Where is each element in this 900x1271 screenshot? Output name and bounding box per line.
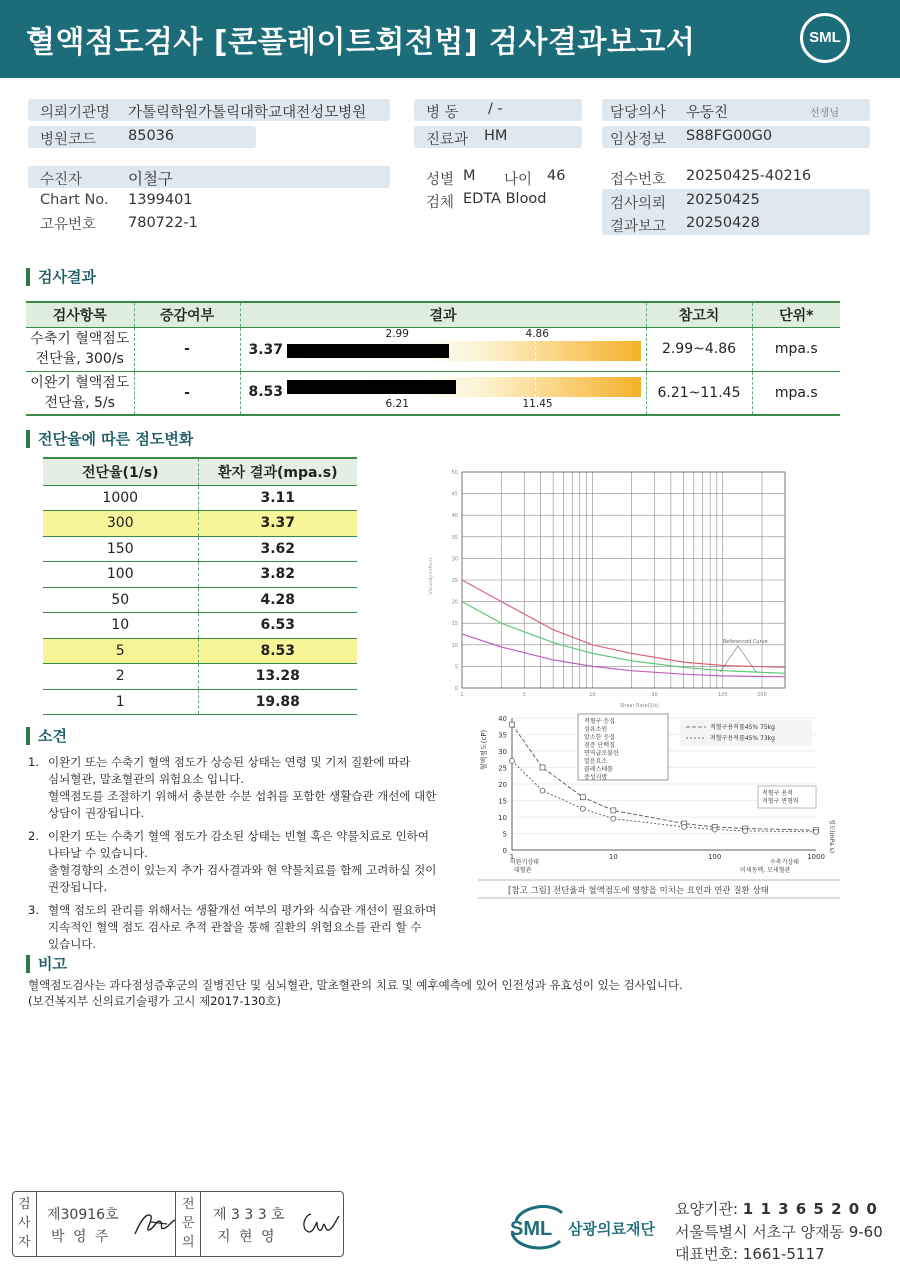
chart2-xtick: 100 <box>707 853 722 861</box>
shear-value-cell: 6.53 <box>198 613 357 639</box>
chart2-point <box>611 808 616 813</box>
opinion-number: 2. <box>28 829 39 843</box>
reference-range-bar <box>287 377 641 397</box>
shear-rate-cell: 5 <box>43 638 198 664</box>
svg-text:SML: SML <box>510 1218 553 1240</box>
shear-value-cell: 4.28 <box>198 587 357 613</box>
result-reference: 2.99~4.86 <box>646 327 752 371</box>
opinion-line: 있습니다. <box>48 937 97 951</box>
result-item-name: 이완기 혈액점도 <box>30 374 130 391</box>
chart2-xtick: 1 <box>509 853 515 861</box>
chart2-annot-left2: 대혈관 <box>514 867 532 874</box>
sex-value: M <box>463 168 476 184</box>
expert-label-cell <box>175 1192 201 1256</box>
chart2-factor: 콜레스테롤 <box>584 766 613 773</box>
result-value: 3.37 <box>248 341 284 358</box>
footer-phone <box>675 1243 825 1264</box>
chart1-ytick: 40 <box>451 513 458 520</box>
ref-high-label: 4.86 <box>525 327 549 340</box>
chart1-ytick: 10 <box>451 642 458 649</box>
institution-value: 가톨릭학원가톨릭대학교대전성모병원 <box>128 105 367 121</box>
result-item <box>26 327 134 371</box>
chart1-xtick: 10 <box>589 692 596 698</box>
table-row <box>26 327 840 371</box>
table-row <box>26 371 840 415</box>
opinion-line: 심뇌혈관, 말초혈관의 위험요소 입니다. <box>48 772 245 786</box>
opinion-item <box>28 902 458 953</box>
request-value: 20250425 <box>686 192 760 208</box>
chart2-factor: 섬유소원 <box>584 726 608 733</box>
chart1-ytick: 5 <box>454 664 458 671</box>
opinion-line: 지속적인 혈액 점도 검사로 추적 관찰을 통해 질환의 위험요소를 관리 할 수 <box>48 920 422 934</box>
receipt-label: 접수번호 <box>610 172 667 188</box>
result-value: 8.53 <box>248 383 284 400</box>
tester-signature-icon <box>131 1208 177 1238</box>
report-header <box>0 0 900 78</box>
chart2-right-label: 점도(mPa.s) <box>828 818 835 854</box>
result-unit: mpa.s <box>752 327 840 371</box>
chart2-ytick: 30 <box>498 748 507 756</box>
chart1-ylabel: Viscosity(mPa.s) <box>429 557 434 595</box>
specimen-label: 검체 <box>426 195 455 211</box>
footer-phone-label: 대표번호: <box>675 1245 739 1263</box>
table-row <box>43 485 357 511</box>
section-viscosity-title: 전단율에 따른 점도변화 <box>26 430 193 448</box>
footer-phone-value: 1661-5117 <box>742 1245 825 1263</box>
chart1-xtick: 3 <box>522 692 526 698</box>
opinion-line: 혈액점도를 조절하기 위해서 충분한 수분 섭취를 포함한 생활습관 개선에 대한 <box>48 789 437 803</box>
shear-rate-table <box>43 457 357 715</box>
chart2-factor: 얼음요소 <box>584 758 608 765</box>
shear-value-cell: 8.53 <box>198 638 357 664</box>
chart2-factor: 적혈구 변형력 <box>762 798 799 805</box>
result-bar-cell <box>240 327 646 371</box>
results-header-result: 결과 <box>240 302 646 327</box>
ref-high-marker <box>535 377 536 397</box>
chart1-series-middle <box>462 602 785 674</box>
chart2-point <box>682 824 687 829</box>
chart2-factor: 중성지방 <box>584 774 608 781</box>
result-bar-cell <box>240 371 646 415</box>
shear-value-cell: 3.11 <box>198 485 357 511</box>
table-row <box>43 587 357 613</box>
shear-header-value: 환자 결과(mpa.s) <box>198 458 357 485</box>
dept-value: HM <box>484 128 508 144</box>
result-item-shear: 전단율, 300/s <box>35 351 124 367</box>
results-header-unit: 단위* <box>752 302 840 327</box>
shear-header-rate: 전단율(1/s) <box>43 458 198 485</box>
report-title: 혈액점도검사 [콘플레이트회전법] 검사결과보고서 <box>26 25 696 60</box>
table-row <box>43 689 357 715</box>
result-value-bar <box>287 380 457 394</box>
reference-range-bar <box>287 341 641 361</box>
chart2-legend-label: 적혈구용적률45% 73kg <box>710 735 775 742</box>
footer-code-value: 1 1 3 6 5 2 0 0 <box>742 1200 878 1218</box>
hospital-code-value: 85036 <box>128 128 175 144</box>
chart2-xtick: 1000 <box>807 853 825 861</box>
chart2-ytick: 25 <box>498 764 507 773</box>
request-label: 검사의뢰 <box>610 196 667 212</box>
chart2-factor: 적혈구 용적 <box>762 790 793 797</box>
tester-label: 검 사 자 <box>18 1197 31 1250</box>
chart1-xtick: 30 <box>651 692 658 698</box>
result-unit: mpa.s <box>752 371 840 415</box>
chart2-caption: [참고 그림] 전단율과 혈액점도에 영향을 미치는 요인과 연관 질환 상태 <box>508 886 769 896</box>
expert-signature-icon <box>297 1208 341 1240</box>
result-reference: 6.21~11.45 <box>646 371 752 415</box>
shear-rate-cell: 2 <box>43 664 198 690</box>
chart1-xtick: 1 <box>460 692 464 698</box>
sml-logo: SML <box>800 13 850 63</box>
chart1-xlabel: Shear Rate(1/s) <box>620 703 659 709</box>
sex-label: 성별 <box>426 172 455 188</box>
ref-high-marker <box>535 341 536 361</box>
shear-rate-cell: 150 <box>43 536 198 562</box>
chart2-point <box>814 829 819 834</box>
chart2-annot-right: 수축기상태 <box>770 859 799 866</box>
factors-chart <box>478 710 840 902</box>
chart2-ytick: 10 <box>498 814 507 822</box>
chart2-annot-right2: 미세동맥, 모세혈관 <box>740 867 791 874</box>
chart1-ytick: 0 <box>454 686 458 692</box>
result-item-shear: 전단율, 5/s <box>44 394 115 411</box>
opinion-item <box>28 754 458 822</box>
tester-number: 제30916호 <box>47 1207 119 1223</box>
section-remarks-title: 비고 <box>26 955 67 973</box>
chart2-point <box>611 816 616 821</box>
unique-label: 고유번호 <box>40 217 97 233</box>
opinion-line: 혈액 점도의 관리를 위해서는 생활개선 여부의 평가와 식습관 개선이 필요하며 <box>48 903 437 917</box>
chart2-point <box>743 828 748 833</box>
shear-rate-cell: 300 <box>43 511 198 537</box>
result-value-bar <box>287 344 450 358</box>
chart2-point <box>510 722 515 727</box>
expert-label: 전 문 의 <box>182 1197 195 1250</box>
ref-low-label: 6.21 <box>385 397 409 410</box>
shear-rate-cell: 50 <box>43 587 198 613</box>
patient-value: 이철구 <box>128 170 173 188</box>
chart1-ytick: 30 <box>451 556 458 563</box>
table-row <box>43 613 357 639</box>
clinical-value: S88FG00G0 <box>686 128 773 144</box>
shear-value-cell: 19.88 <box>198 689 357 715</box>
chart2-legend-label: 적혈구용적률45% 75kg <box>710 724 775 731</box>
chart2-factor: 면역글로불린 <box>584 750 619 757</box>
ward-label: 병 동 <box>426 105 459 121</box>
table-row <box>43 664 357 690</box>
chart1-ytick: 20 <box>451 599 458 606</box>
result-change: - <box>134 371 240 415</box>
shear-rate-cell: 1000 <box>43 485 198 511</box>
chart2-point <box>540 765 545 770</box>
viscosity-reference-chart <box>420 464 800 714</box>
shear-value-cell: 3.82 <box>198 562 357 588</box>
chart2-ytick: 40 <box>498 715 507 723</box>
ward-value: / - <box>488 101 503 117</box>
result-item <box>26 371 134 415</box>
opinion-line: 이완기 또는 수축기 혈액 점도가 감소된 상태는 빈혈 혹은 약물치료로 인하여 <box>48 829 429 843</box>
unique-value: 780722-1 <box>128 215 198 231</box>
age-label: 나이 <box>504 172 533 188</box>
signature-box <box>12 1191 344 1257</box>
chart2-ytick: 35 <box>498 731 507 740</box>
remarks-line1: 혈액점도검사는 과다점성증후군의 질병진단 및 심뇌혈관, 말초혈관의 치료 및 예후예측에 있어 인전성과 유효성이 있는 검사입니다. <box>28 978 683 992</box>
result-item-name: 수축기 혈액점도 <box>30 331 130 347</box>
expert-name: 지 현 영 <box>217 1229 277 1245</box>
doctor-suffix: 선생님 <box>810 108 839 119</box>
shear-value-cell: 3.62 <box>198 536 357 562</box>
chart2-point <box>580 795 585 800</box>
sml-foundation-logo-icon <box>510 1199 660 1255</box>
results-header-change: 증감여부 <box>134 302 240 327</box>
doctor-value: 우동진 <box>686 105 729 121</box>
shear-rate-cell: 10 <box>43 613 198 639</box>
institution-label: 의뢰기관명 <box>40 105 111 121</box>
remarks-text <box>28 977 878 1009</box>
chart1-annotation-triangle <box>720 646 756 672</box>
table-row <box>43 511 357 537</box>
chart-label: Chart No. <box>40 192 109 208</box>
table-row <box>43 536 357 562</box>
section-results-title: 검사결과 <box>26 268 96 286</box>
svg-text:삼광의료재단: 삼광의료재단 <box>568 1220 655 1238</box>
report-value: 20250428 <box>686 215 760 231</box>
chart1-ytick: 45 <box>451 491 458 498</box>
footer-code-label: 요양기관: <box>675 1200 739 1218</box>
tester-label-cell <box>13 1192 37 1256</box>
table-row <box>43 562 357 588</box>
chart2-ytick: 0 <box>502 847 507 855</box>
chart-value: 1399401 <box>128 192 193 208</box>
chart2-annot-left: 이완기상태 <box>510 859 539 866</box>
shear-rate-cell: 100 <box>43 562 198 588</box>
result-change: - <box>134 327 240 371</box>
chart2-point <box>510 758 515 763</box>
chart2-factor: 적혈구 응집 <box>584 718 615 725</box>
chart1-ytick: 35 <box>451 534 458 541</box>
opinion-line: 권장됩니다. <box>48 880 108 894</box>
section-opinion-title: 소견 <box>26 727 67 745</box>
chart1-series-upper <box>462 580 785 667</box>
footer-code <box>675 1198 878 1219</box>
chart1-xtick: 100 <box>718 692 728 698</box>
table-row <box>43 638 357 664</box>
ref-high-label: 11.45 <box>522 397 553 410</box>
chart2-factor: 점증 단백질 <box>584 742 615 749</box>
chart2-ytick: 20 <box>498 781 507 789</box>
ref-low-label: 2.99 <box>385 327 409 340</box>
remarks-line2: (보건복지부 신의료기술평가 고시 제2017-130호) <box>28 994 282 1008</box>
chart1-ytick: 25 <box>451 578 458 584</box>
chart2-point <box>712 827 717 832</box>
report-label: 결과보고 <box>610 219 667 235</box>
results-header-item: 검사항목 <box>26 302 134 327</box>
chart2-ylabel: 혈액점도(cP) <box>480 729 488 771</box>
tester-name: 박 영 주 <box>51 1229 111 1245</box>
opinion-list <box>28 754 458 959</box>
shear-value-cell: 3.37 <box>198 511 357 537</box>
opinion-item <box>28 828 458 896</box>
chart2-xtick: 10 <box>608 853 618 861</box>
results-table <box>26 301 840 416</box>
receipt-value: 20250425-40216 <box>686 168 812 184</box>
clinical-label: 임상정보 <box>610 132 667 148</box>
chart2-ytick: 5 <box>502 830 507 839</box>
chart2-point <box>540 788 545 793</box>
opinion-line: 나타날 수 있습니다. <box>48 846 148 860</box>
results-header-reference: 참고치 <box>646 302 752 327</box>
doctor-label: 담당의사 <box>610 105 667 121</box>
chart1-ytick: 50 <box>451 470 458 476</box>
patient-label: 수진자 <box>40 172 83 188</box>
expert-number: 제 3 3 3 호 <box>213 1207 285 1223</box>
age-value: 46 <box>547 168 566 184</box>
chart2-point <box>580 806 585 811</box>
chart1-xtick: 200 <box>757 692 767 698</box>
chart1-ytick: 15 <box>451 621 458 628</box>
footer-address: 서울특별시 서초구 양재동 9-60 <box>675 1223 883 1241</box>
shear-value-cell: 13.28 <box>198 664 357 690</box>
chart1-annotation: Referenced Curve <box>723 639 768 645</box>
opinion-line: 출혈경향의 소견이 있는지 추가 검사결과와 현 약물치료를 함께 고려하실 것이 <box>48 863 437 877</box>
opinion-number: 3. <box>28 903 39 917</box>
opinion-line: 이완기 또는 수축기 혈액 점도가 상승된 상태는 연령 및 기저 질환에 따라 <box>48 755 411 769</box>
opinion-line: 상담이 권장됩니다. <box>48 806 145 820</box>
chart2-factor: 알소한 응집 <box>584 734 615 741</box>
shear-rate-cell: 1 <box>43 689 198 715</box>
hospital-code-label: 병원코드 <box>40 132 97 148</box>
specimen-value: EDTA Blood <box>463 191 547 207</box>
dept-label: 진료과 <box>426 132 469 148</box>
chart2-ytick: 15 <box>498 797 507 806</box>
opinion-number: 1. <box>28 755 39 769</box>
